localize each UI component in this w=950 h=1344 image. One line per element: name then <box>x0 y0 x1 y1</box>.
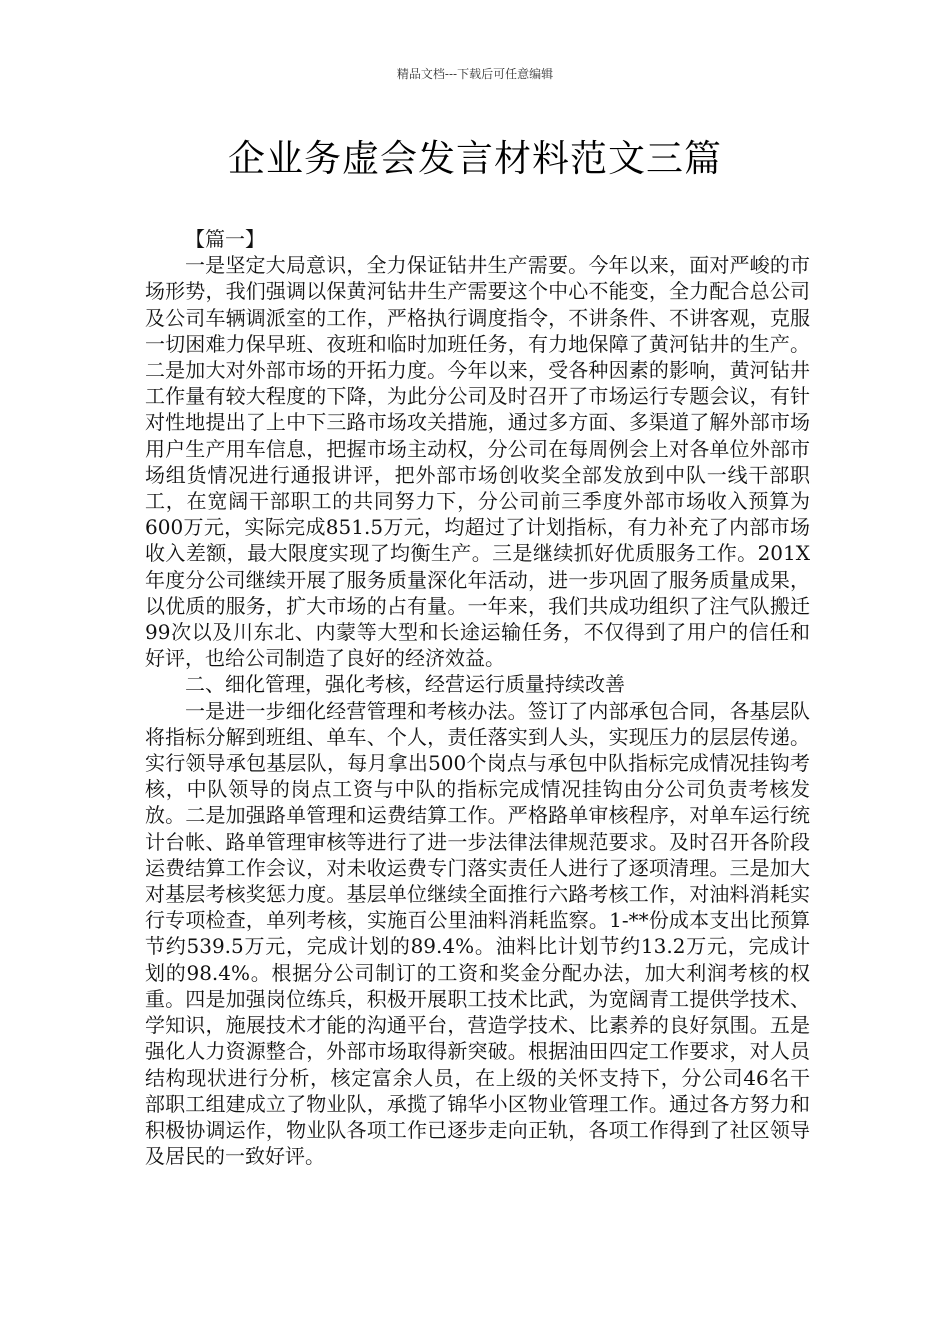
document-title: 企业务虚会发言材料范文三篇 <box>228 137 722 180</box>
paragraph-1: 一是坚定大局意识，全力保证钻井生产需要。今年以来，面对严峻的市场形势，我们强调以保黄河钻井生产需要这个中心不能变，全力配合总公司及公司车辆调派室的工作，严格执行调度指令，不讲条件、不讲客观，克服一切困难力保早班、夜班和临时加班任务，有力地保障了黄河钻井的生产。二是加大对外部市场的开拓力度。今年以来，受各种因素的影响，黄河钻井工作量有较大程度的下降，为此分公司及时召开了市场运行专题会议，有针对性地提出了上中下三路市场攻关措施，通过多方面、多渠道了解外部市场用户生产用车信息，把握市场主动权，分公司在每周例会上对各单位外部市场组货情况进行通报讲评，把外部市场创收奖全部发放到中队一线干部职工，在宽阔干部职工的共同努力下，分公司前三季度外部市场收入预算为600万元，实际完成851.5万元，均超过了计划指标，有力补充了内部市场收入差额，最大限度实现了均衡生产。三是继续抓好优质服务工作。201X年度分公司继续开展了服务质量深化年活动，进一步巩固了服务质量成果，以优质的服务，扩大市场的占有量。一年来，我们共成功组织了注气队搬迁99次以及川东北、内蒙等大型和长途运输任务，不仅得到了用户的信任和好评，也给公司制造了良好的经济效益。 <box>145 253 810 671</box>
section-heading: 二、细化管理，强化考核，经营运行质量持续改善 <box>185 672 625 697</box>
document-body <box>145 226 810 1169</box>
page-header-note: 精品文档---下载后可任意编辑 <box>396 67 554 81</box>
section-label: 【篇一】 <box>185 227 265 251</box>
paragraph-2: 一是进一步细化经营管理和考核办法。签订了内部承包合同，各基层队将指标分解到班组、单车、个人，责任落实到人头，实现压力的层层传递。实行领导承包基层队，每月拿出500个岗点与承包中队指标完成情况挂钩考核，中队领导的岗点工资与中队的指标完成情况挂钩由分公司负责考核发放。二是加强路单管理和运费结算工作。严格路单审核程序，对单车运行统计台帐、路单管理审核等进行了进一步法律法律规范要求。及时召开各阶段运费结算工作会议，对未收运费专门落实责任人进行了逐项清理。三是加大对基层考核奖惩力度。基层单位继续全面推行六路考核工作，对油料消耗实行专项检查，单列考核，实施百公里油料消耗监察。1-**份成本支出比预算节约539.5万元，完成计划的89.4%。油料比计划节约13.2万元，完成计划的98.4%。根据分公司制订的工资和奖金分配办法，加大利润考核的权重。四是加强岗位练兵，积极开展职工技术比武，为宽阔青工提供学技术、学知识，施展技术才能的沟通平台，营造学技术、比素养的良好氛围。五是强化人力资源整合，外部市场取得新突破。根据油田四定工作要求，对人员结构现状进行分析，核定富余人员，在上级的关怀支持下，分公司46名干部职工组建成立了物业队，承揽了锦华小区物业管理工作。通过各方努力和积极协调运作，物业队各项工作已逐步走向正轨，各项工作得到了社区领导及居民的一致好评。 <box>145 698 810 1169</box>
